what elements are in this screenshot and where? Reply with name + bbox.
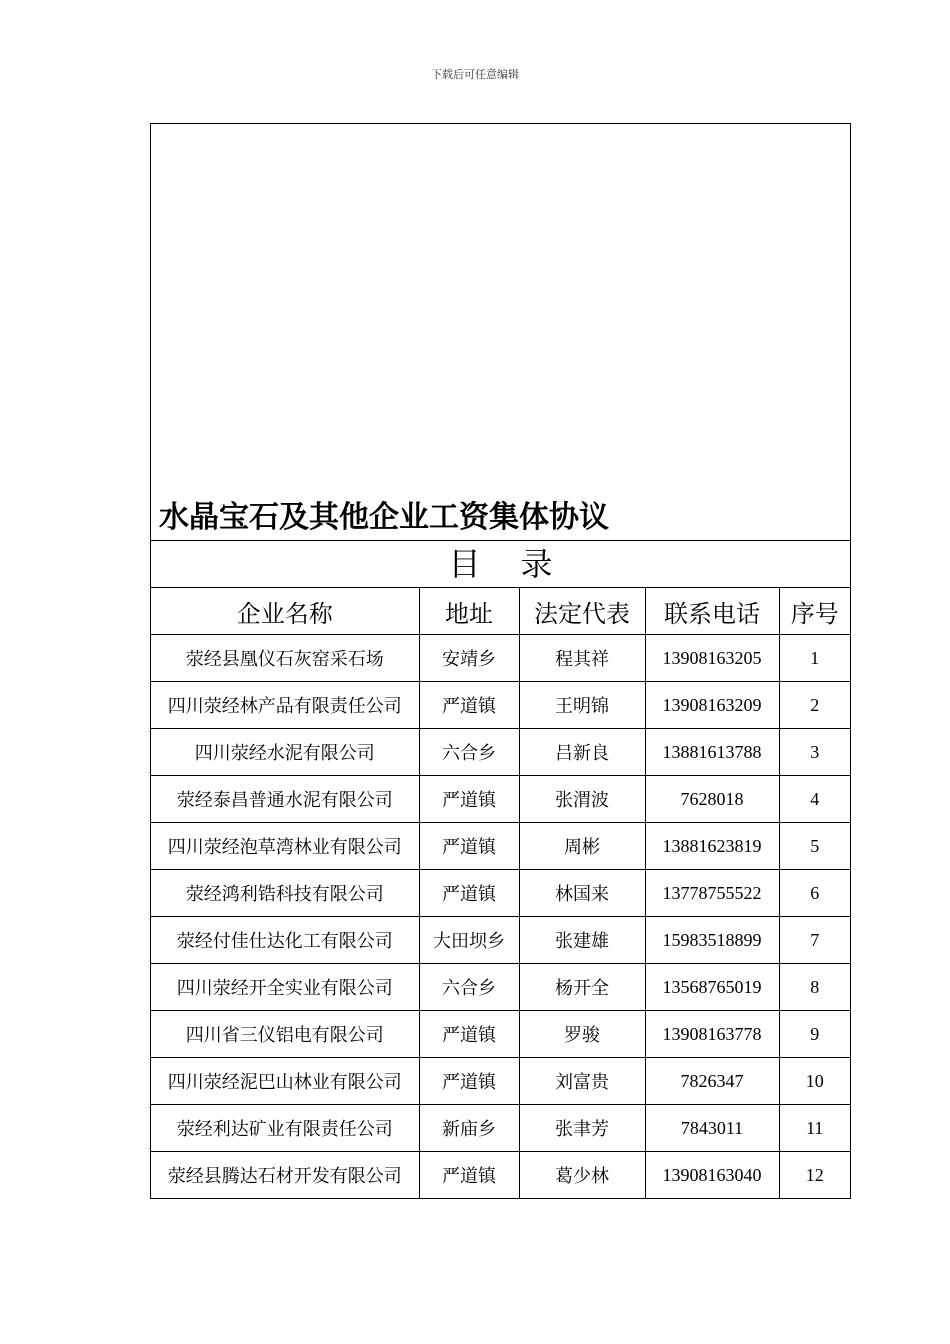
blank-area bbox=[151, 124, 850, 494]
cell-legal-rep: 林国来 bbox=[519, 870, 645, 917]
cell-legal-rep: 杨开全 bbox=[519, 964, 645, 1011]
table-row bbox=[151, 729, 850, 776]
cell-address: 严道镇 bbox=[419, 776, 519, 823]
cell-serial-no: 10 bbox=[779, 1058, 850, 1105]
cell-phone: 13881623819 bbox=[645, 823, 779, 870]
cell-company-name: 四川荥经水泥有限公司 bbox=[151, 729, 419, 776]
cell-legal-rep: 刘富贵 bbox=[519, 1058, 645, 1105]
cell-company-name: 荥经利达矿业有限责任公司 bbox=[151, 1105, 419, 1152]
cell-legal-rep: 张建雄 bbox=[519, 917, 645, 964]
cell-legal-rep: 程其祥 bbox=[519, 635, 645, 682]
cell-phone: 15983518899 bbox=[645, 917, 779, 964]
column-header-name: 企业名称 bbox=[151, 588, 419, 635]
cell-company-name: 四川荥经泡草湾林业有限公司 bbox=[151, 823, 419, 870]
document-title: 水晶宝石及其他企业工资集体协议 bbox=[151, 494, 850, 541]
table-row bbox=[151, 1058, 850, 1105]
cell-phone: 7843011 bbox=[645, 1105, 779, 1152]
column-header-no: 序号 bbox=[779, 588, 850, 635]
cell-phone: 13908163205 bbox=[645, 635, 779, 682]
cell-phone: 13908163209 bbox=[645, 682, 779, 729]
cell-legal-rep: 葛少林 bbox=[519, 1152, 645, 1199]
cell-address: 六合乡 bbox=[419, 964, 519, 1011]
table-row bbox=[151, 823, 850, 870]
cell-legal-rep: 王明锦 bbox=[519, 682, 645, 729]
table-row bbox=[151, 682, 850, 729]
cell-address: 六合乡 bbox=[419, 729, 519, 776]
cell-address: 严道镇 bbox=[419, 1011, 519, 1058]
cell-serial-no: 8 bbox=[779, 964, 850, 1011]
cell-address: 安靖乡 bbox=[419, 635, 519, 682]
cell-company-name: 荥经鸿利锆科技有限公司 bbox=[151, 870, 419, 917]
table-row bbox=[151, 635, 850, 682]
column-header-address: 地址 bbox=[419, 588, 519, 635]
cell-phone: 7628018 bbox=[645, 776, 779, 823]
toc-heading: 目录 bbox=[151, 541, 850, 588]
table-row bbox=[151, 917, 850, 964]
cell-phone: 13778755522 bbox=[645, 870, 779, 917]
cell-company-name: 荥经付佳仕达化工有限公司 bbox=[151, 917, 419, 964]
table-header-row bbox=[151, 588, 850, 635]
cell-serial-no: 12 bbox=[779, 1152, 850, 1199]
cell-phone: 13881613788 bbox=[645, 729, 779, 776]
enterprise-table bbox=[151, 588, 850, 1198]
table-row bbox=[151, 870, 850, 917]
header-note: 下载后可任意编辑 bbox=[431, 68, 519, 81]
table-row bbox=[151, 1105, 850, 1152]
cell-phone: 13568765019 bbox=[645, 964, 779, 1011]
document-frame bbox=[150, 123, 851, 1199]
cell-company-name: 荥经县凰仪石灰窑采石场 bbox=[151, 635, 419, 682]
table-row bbox=[151, 964, 850, 1011]
cell-company-name: 四川荥经泥巴山林业有限公司 bbox=[151, 1058, 419, 1105]
cell-address: 严道镇 bbox=[419, 682, 519, 729]
cell-address: 新庙乡 bbox=[419, 1105, 519, 1152]
cell-phone: 13908163778 bbox=[645, 1011, 779, 1058]
cell-serial-no: 1 bbox=[779, 635, 850, 682]
cell-serial-no: 4 bbox=[779, 776, 850, 823]
cell-serial-no: 6 bbox=[779, 870, 850, 917]
cell-legal-rep: 张渭波 bbox=[519, 776, 645, 823]
cell-legal-rep: 周彬 bbox=[519, 823, 645, 870]
cell-company-name: 荥经泰昌普通水泥有限公司 bbox=[151, 776, 419, 823]
cell-phone: 7826347 bbox=[645, 1058, 779, 1105]
cell-phone: 13908163040 bbox=[645, 1152, 779, 1199]
cell-serial-no: 7 bbox=[779, 917, 850, 964]
cell-company-name: 四川荥经开全实业有限公司 bbox=[151, 964, 419, 1011]
cell-address: 严道镇 bbox=[419, 870, 519, 917]
cell-address: 严道镇 bbox=[419, 823, 519, 870]
cell-legal-rep: 罗骏 bbox=[519, 1011, 645, 1058]
cell-serial-no: 11 bbox=[779, 1105, 850, 1152]
cell-address: 大田坝乡 bbox=[419, 917, 519, 964]
cell-legal-rep: 张聿芳 bbox=[519, 1105, 645, 1152]
cell-legal-rep: 吕新良 bbox=[519, 729, 645, 776]
column-header-phone: 联系电话 bbox=[645, 588, 779, 635]
cell-address: 严道镇 bbox=[419, 1058, 519, 1105]
cell-serial-no: 9 bbox=[779, 1011, 850, 1058]
table-row bbox=[151, 1011, 850, 1058]
cell-serial-no: 3 bbox=[779, 729, 850, 776]
cell-company-name: 四川省三仪铝电有限公司 bbox=[151, 1011, 419, 1058]
cell-company-name: 四川荥经林产品有限责任公司 bbox=[151, 682, 419, 729]
table-row bbox=[151, 776, 850, 823]
cell-address: 严道镇 bbox=[419, 1152, 519, 1199]
cell-serial-no: 5 bbox=[779, 823, 850, 870]
cell-company-name: 荥经县腾达石材开发有限公司 bbox=[151, 1152, 419, 1199]
cell-serial-no: 2 bbox=[779, 682, 850, 729]
column-header-rep: 法定代表 bbox=[519, 588, 645, 635]
table-row bbox=[151, 1152, 850, 1199]
